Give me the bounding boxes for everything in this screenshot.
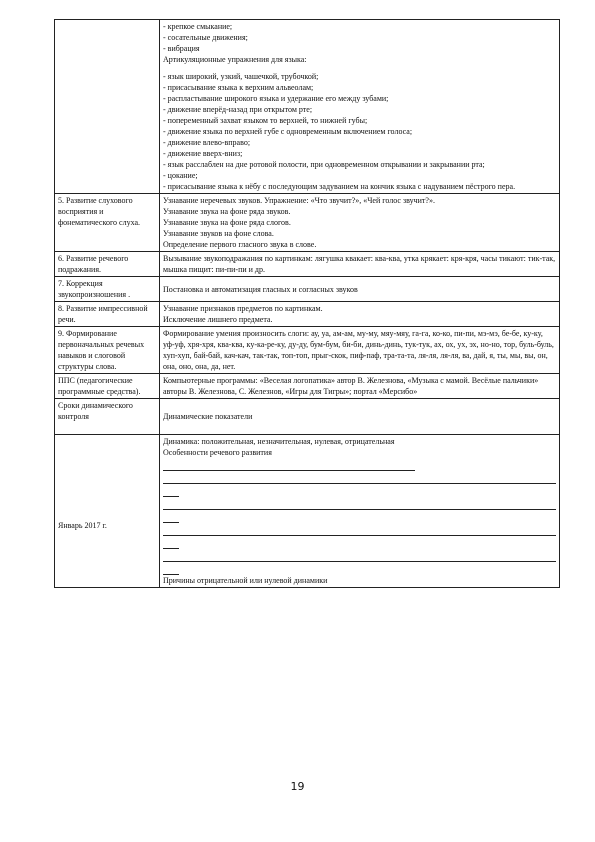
list-item: - крепкое смыкание; bbox=[163, 22, 233, 31]
row-content bbox=[160, 194, 560, 252]
articulation-cell bbox=[160, 20, 560, 194]
row-content: Формирование умения произносить слоги: ау, уа, ам-ам, му-му, мяу-мяу, га-га, ко-ко, пи-пи, мэ-мэ, бе-бе, ку-ку, уф-уф, хря-хря, ква-ква, ку-ка-ре-ку, ду-ду, бум-бум, би-би, динь-динь, тук-тук, ах, ох, ух, эх, но-но, тор, буль-буль, хуп-хуп, бай-бай, кач-кач, так-так, топ-топ, прыг-скок, пиф-паф, тра-та-та, ля-ля, ля-ля, ва, дай, я, ты, мы, вы, он, она, оно, она, да, нет. bbox=[160, 327, 560, 374]
row-content: Компьютерные программы: «Веселая логопатика» автор В. Железнова, «Музыка с мамой. Весёлые пальчики» авторы В. Железнова, С. Железнов, «Игры для Тигры»; портал «Мерсибо» bbox=[160, 374, 560, 399]
list-item: - присасывание языка к нёбу с последующим задуванием на кончик языка с надуванием пёстрого пера. bbox=[163, 182, 516, 191]
fill-line bbox=[163, 497, 556, 510]
table-row bbox=[55, 374, 560, 399]
list-item: Узнавание признаков предметов по картинкам. bbox=[163, 304, 323, 313]
fill-line bbox=[163, 510, 179, 523]
fill-line bbox=[163, 484, 179, 497]
fill-line bbox=[163, 562, 179, 575]
row-content: Динамические показатели bbox=[160, 399, 560, 435]
row-label: 5. Развитие слухового восприятия и фонематического слуха. bbox=[55, 194, 160, 252]
row-label: 8. Развитие импрессивной речи. bbox=[55, 302, 160, 327]
row-label: 6. Развитие речевого подражания. bbox=[55, 252, 160, 277]
row-label: ППС (педагогические программные средства). bbox=[55, 374, 160, 399]
list-item: Узнавание звука на фоне ряда слогов. bbox=[163, 218, 291, 227]
table-row bbox=[55, 252, 560, 277]
fill-line bbox=[163, 471, 556, 484]
list-item: Исключение лишнего предмета. bbox=[163, 315, 273, 324]
fill-line bbox=[163, 458, 415, 471]
list-item: - движение влево-вправо; bbox=[163, 138, 251, 147]
list-item: - язык широкий, узкий, чашечкой, трубочкой; bbox=[163, 72, 319, 81]
list-item: - распластывание широкого языка и удержание его между зубами; bbox=[163, 94, 389, 103]
section-heading: Артикуляционные упражнения для языка: bbox=[163, 55, 307, 64]
fill-line bbox=[163, 523, 556, 536]
row-content bbox=[160, 435, 560, 588]
list-item: Определение первого гласного звука в слове. bbox=[163, 240, 317, 249]
fill-line bbox=[163, 549, 556, 562]
features-label: Особенности речевого развития bbox=[163, 448, 272, 457]
label-cell-empty bbox=[55, 20, 160, 194]
row-content: Постановка и автоматизация гласных и согласных звуков bbox=[160, 277, 560, 302]
list-item: - сосательные движения; bbox=[163, 33, 248, 42]
list-item: - движение языка по верхней губе с одновременным включением голоса; bbox=[163, 127, 413, 136]
reasons-label: Причины отрицательной или нулевой динамики bbox=[163, 576, 328, 585]
table-row bbox=[55, 302, 560, 327]
list-item: - язык расслаблен на дне ротовой полости, при одновременном открывании и закрывании рта; bbox=[163, 160, 485, 169]
table-row bbox=[55, 399, 560, 435]
list-item: Узнавание неречевых звуков. Упражнение: «Что звучит?», «Чей голос звучит?». bbox=[163, 196, 435, 205]
table-row bbox=[55, 435, 560, 588]
list-item: - попеременный захват языком то верхней, то нижней губы; bbox=[163, 116, 368, 125]
program-table bbox=[54, 19, 560, 588]
table-row bbox=[55, 327, 560, 374]
row-label: 7. Коррекция звукопроизношения . bbox=[55, 277, 160, 302]
period-label: Январь 2017 г. bbox=[58, 521, 107, 530]
list-item: Узнавание звуков на фоне слова. bbox=[163, 229, 274, 238]
table-row bbox=[55, 20, 560, 194]
list-item: - присасывание языка к верхним альвеолам; bbox=[163, 83, 314, 92]
row-label: 9. Формирование первоначальных речевых навыков и слоговой структуры слова. bbox=[55, 327, 160, 374]
list-item: - движение вверх-вниз; bbox=[163, 149, 243, 158]
list-item: - цокание; bbox=[163, 171, 198, 180]
row-label bbox=[55, 435, 160, 588]
list-item: - вибрация bbox=[163, 44, 200, 53]
list-item: Узнавание звука на фоне ряда звуков. bbox=[163, 207, 291, 216]
fill-line bbox=[163, 536, 179, 549]
table-row bbox=[55, 194, 560, 252]
row-content bbox=[160, 302, 560, 327]
row-content: Вызывание звукоподражания по картинкам: лягушка квакает: ква-ква, утка крякает: кря-кря, часы тикают: тик-так, мышка пищит: пи-пи-пи и др. bbox=[160, 252, 560, 277]
list-item: - движение вперёд-назад при открытом рте; bbox=[163, 105, 313, 114]
table-row bbox=[55, 277, 560, 302]
page-number: 19 bbox=[290, 780, 305, 793]
row-label: Сроки динамического контроля bbox=[55, 399, 160, 435]
dynamics-line: Динамика: положительная, незначительная, нулевая, отрицательная bbox=[163, 437, 395, 446]
